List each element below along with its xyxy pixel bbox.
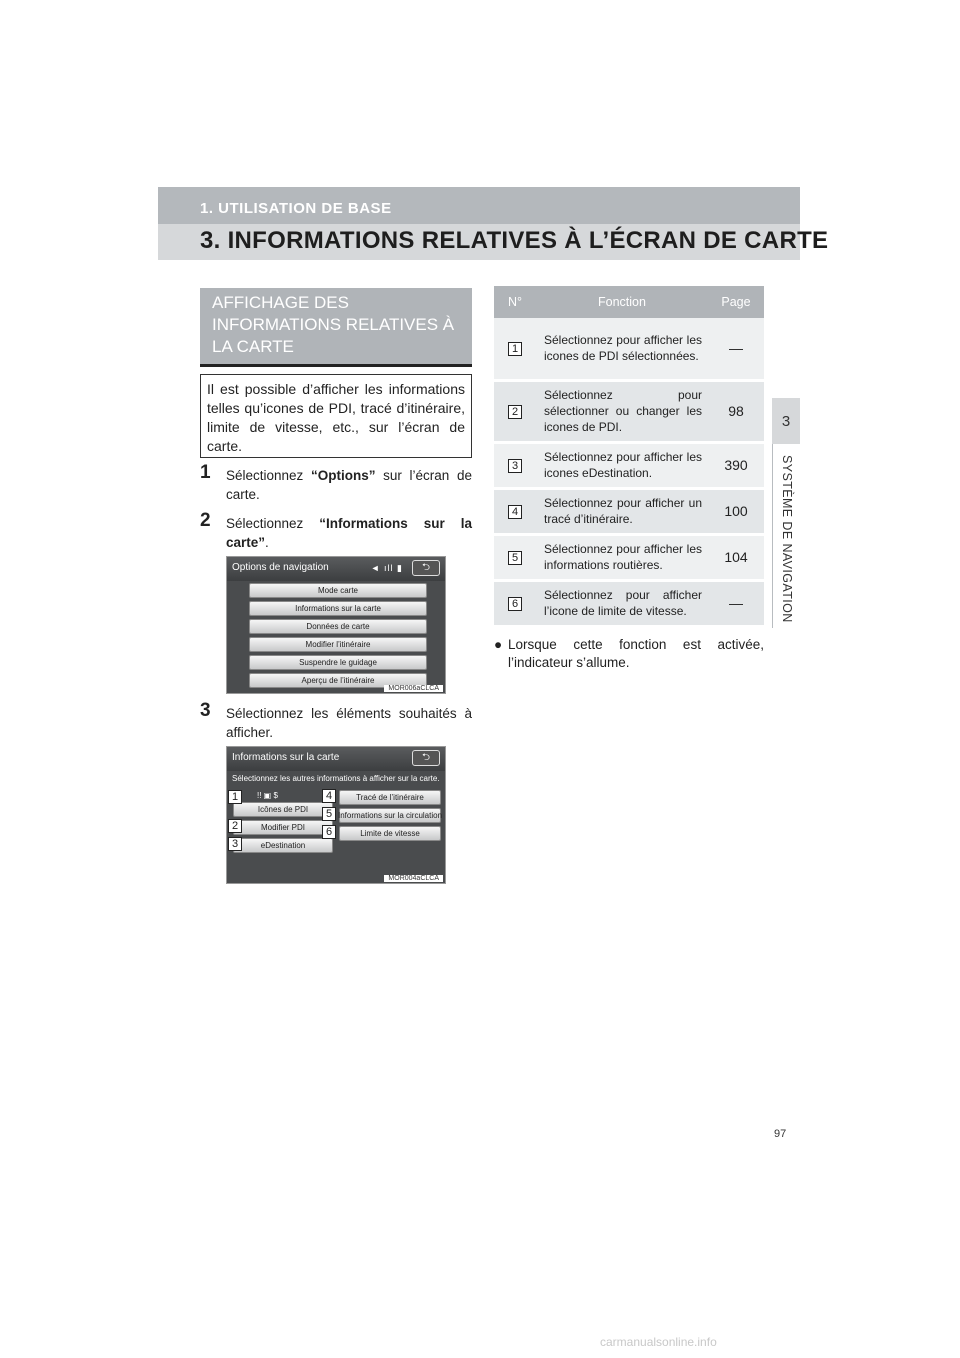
row-page: 98 (708, 380, 764, 442)
screenshot-navigation-options (226, 556, 446, 694)
screen-title: Options de navigation (232, 562, 329, 573)
callout-1: 1 (228, 790, 242, 804)
note (494, 636, 764, 672)
screenshot-map-information (226, 746, 446, 884)
callout-6: 6 (322, 825, 336, 839)
section-label: 1. UTILISATION DE BASE (200, 200, 392, 217)
step-3 (200, 700, 472, 742)
info-box-heading: AFFICHAGE DES INFORMATIONS RELATIVES À LA CARTE (212, 293, 455, 356)
table-row (494, 318, 764, 380)
image-code: MOR006aCLCA (384, 685, 443, 692)
step-number: 2 (200, 510, 211, 531)
step-option: “Options” (310, 468, 376, 483)
table-row (494, 488, 764, 534)
mode-carte-button[interactable]: Mode carte (249, 583, 427, 598)
info-box-rule (200, 364, 472, 367)
step-text: sur l’écran de carte. (226, 468, 472, 502)
row-num (494, 534, 536, 580)
bullet-icon: ● (494, 637, 503, 652)
row-page: — (708, 580, 764, 626)
trace-itineraire-button[interactable]: Tracé de l’itinéraire (339, 790, 441, 805)
informations-carte-button[interactable]: Informations sur la carte (249, 601, 427, 616)
table-row (494, 580, 764, 626)
watermark: carmanualsonline.info (600, 1335, 717, 1349)
row-fonction: Sélectionnez pour afficher les icones de PDI sélectionnées. (536, 318, 708, 380)
function-table (494, 286, 764, 628)
header-page: Page (708, 286, 764, 318)
donnees-carte-button[interactable]: Données de carte (249, 619, 427, 634)
row-page: 390 (708, 442, 764, 488)
number-box: 4 (508, 505, 522, 519)
step-1 (200, 462, 472, 504)
row-num (494, 488, 536, 534)
row-page: 104 (708, 534, 764, 580)
callout-3: 3 (228, 837, 242, 851)
screen-subtitle: Sélectionnez les autres informations à afficher sur la carte. (232, 774, 440, 783)
back-button[interactable]: ⮌ (412, 750, 440, 766)
number-box: 3 (508, 459, 522, 473)
row-num (494, 442, 536, 488)
informations-circulation-button[interactable]: Informations sur la circulation (339, 808, 441, 823)
step-text: Sélectionnez les éléments souhaités à afficher. (226, 706, 472, 740)
callout-4: 4 (322, 789, 336, 803)
row-fonction: Sélectionnez pour afficher un tracé d’itinéraire. (536, 488, 708, 534)
back-button[interactable]: ⮌ (412, 560, 440, 576)
header-fonction: Fonction (536, 286, 708, 318)
row-fonction: Sélectionnez pour afficher les icones eDestination. (536, 442, 708, 488)
icones-pdi-button[interactable]: Icônes de PDI (233, 802, 333, 817)
note-text: Lorsque cette fonction est activée, l’indicateur s’allume. (508, 637, 764, 670)
callout-2: 2 (228, 819, 242, 833)
status-icons: ◄ ıll ▮ (370, 563, 403, 573)
table-row (494, 380, 764, 442)
row-fonction: Sélectionnez pour afficher les informations routières. (536, 534, 708, 580)
modifier-itineraire-button[interactable]: Modifier l’itinéraire (249, 637, 427, 652)
edestination-button[interactable]: eDestination (233, 838, 333, 853)
row-num (494, 318, 536, 380)
apercu-itineraire-button[interactable]: Aperçu de l’itinéraire (249, 673, 427, 688)
chapter-tab-label: SYSTÈME DE NAVIGATION (780, 455, 794, 623)
number-box: 2 (508, 405, 522, 419)
screen-title: Informations sur la carte (232, 752, 340, 763)
step-text: Sélectionnez (226, 468, 311, 483)
step-text: . (265, 535, 269, 550)
row-fonction: Sélectionnez pour sélectionner ou changer les icones de PDI. (536, 380, 708, 442)
number-box: 5 (508, 551, 522, 565)
step-number: 3 (200, 700, 211, 721)
table-row (494, 442, 764, 488)
table-header-row (494, 286, 764, 318)
row-num (494, 380, 536, 442)
poi-icons: !! ▣ $ (257, 791, 278, 800)
modifier-pdi-button[interactable]: Modifier PDI (233, 820, 333, 835)
row-page: 100 (708, 488, 764, 534)
step-text: Sélectionnez (226, 516, 320, 531)
row-fonction: Sélectionnez pour afficher l’icone de limite de vitesse. (536, 580, 708, 626)
limite-vitesse-button[interactable]: Limite de vitesse (339, 826, 441, 841)
number-box: 1 (508, 342, 522, 356)
callout-5: 5 (322, 807, 336, 821)
row-page: — (708, 318, 764, 380)
table-row (494, 534, 764, 580)
step-2 (200, 510, 472, 552)
number-box: 6 (508, 597, 522, 611)
row-num (494, 580, 536, 626)
chapter-tab-number: 3 (781, 412, 791, 430)
image-code: MOR004aCLCA (384, 875, 443, 882)
info-box-body: Il est possible d’afficher les informations telles qu’icones de PDI, tracé d’itinéraire, limite de vitesse, etc., sur l’écran de carte. (200, 374, 472, 458)
header-num: N° (494, 286, 536, 318)
page-number: 97 (774, 1128, 787, 1140)
suspendre-guidage-button[interactable]: Suspendre le guidage (249, 655, 427, 670)
step-number: 1 (200, 462, 211, 483)
chapter-title: 3. INFORMATIONS RELATIVES À L’ÉCRAN DE CARTE (200, 227, 829, 254)
chapter-tab[interactable] (772, 398, 800, 444)
step-option: “Informations sur la carte” (226, 516, 472, 550)
